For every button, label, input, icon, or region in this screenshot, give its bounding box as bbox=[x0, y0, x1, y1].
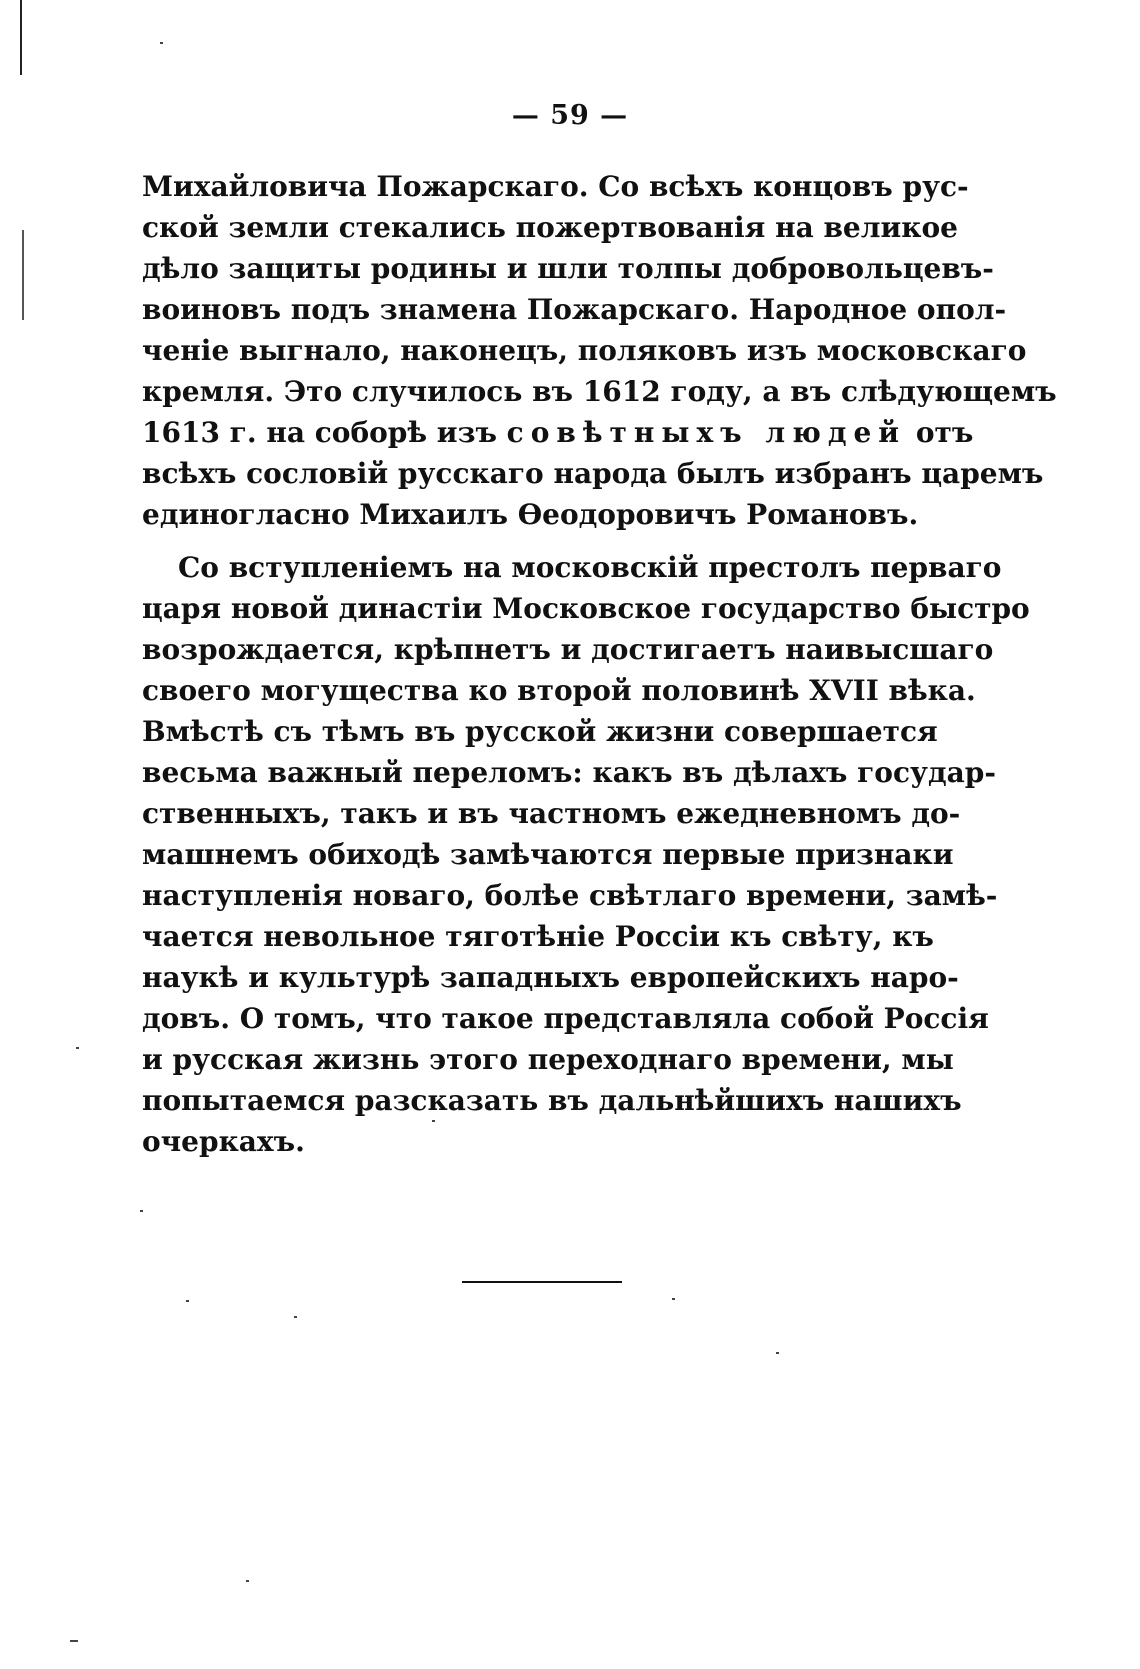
scan-speck bbox=[776, 1352, 779, 1354]
text-fragment: 1613 г. на соборѣ изъ bbox=[142, 416, 507, 449]
scan-speck bbox=[672, 1298, 675, 1300]
text-line: всѣхъ сословій русскаго народа былъ избранъ царемъ bbox=[142, 457, 1044, 490]
text-line: весьма важный переломъ: какъ въ дѣлахъ государ- bbox=[142, 756, 996, 789]
body-text bbox=[142, 166, 1057, 1162]
section-end-rule bbox=[462, 1281, 622, 1283]
paragraph-1 bbox=[142, 166, 1057, 535]
scan-speck bbox=[140, 1210, 143, 1212]
text-line: и русская жизнь этого переходнаго времени, мы bbox=[142, 1043, 954, 1076]
text-line: очеркахъ. bbox=[142, 1125, 305, 1158]
text-line: наукѣ и культурѣ западныхъ европейскихъ наро- bbox=[142, 961, 959, 994]
scan-speck bbox=[70, 1640, 78, 1642]
text-line: Вмѣстѣ съ тѣмъ въ русской жизни совершается bbox=[142, 715, 938, 748]
scan-speck bbox=[186, 1300, 189, 1302]
text-line: ченіе выгнало, наконецъ, поляковъ изъ московскаго bbox=[142, 334, 1027, 367]
scan-speck bbox=[160, 42, 163, 44]
scan-speck bbox=[432, 1120, 435, 1122]
text-line: кремля. Это случилось въ 1612 году, а въ слѣдующемъ bbox=[142, 375, 1057, 408]
text-line: наступленія новаго, болѣе свѣтлаго времени, замѣ- bbox=[142, 879, 998, 912]
text-line: Михайловича Пожарскаго. Со всѣхъ концовъ рус- bbox=[142, 170, 969, 203]
paragraph-2 bbox=[142, 547, 1030, 1162]
paragraph-gap bbox=[142, 535, 930, 547]
spaced-emphasis: совѣтныхъ людей bbox=[506, 416, 907, 449]
text-line: ской земли стекались пожертвованія на великое bbox=[142, 211, 958, 244]
text-line: царя новой династіи Московское государство быстро bbox=[142, 592, 1030, 625]
scan-speck bbox=[294, 1316, 297, 1318]
text-fragment: отъ bbox=[906, 416, 974, 449]
text-line: единогласно Михаилъ Ѳеодоровичъ Романовъ. bbox=[142, 498, 919, 531]
text-line bbox=[142, 412, 974, 453]
text-line: воиновъ подъ знамена Пожарскаго. Народное опол- bbox=[142, 293, 1007, 326]
scan-edge-mark bbox=[22, 230, 24, 320]
text-line: Со вступленіемъ на московскій престолъ перваго bbox=[178, 551, 1002, 584]
text-line: попытаемся разсказать въ дальнѣйшихъ нашихъ bbox=[142, 1084, 962, 1117]
text-line: чается невольное тяготѣніе Россіи къ свѣту, къ bbox=[142, 920, 934, 953]
scan-speck bbox=[76, 1047, 79, 1049]
text-line: ственныхъ, такъ и въ частномъ ежедневномъ до- bbox=[142, 797, 961, 830]
text-line: своего могущества ко второй половинѣ XVII вѣка. bbox=[142, 674, 976, 707]
text-line: довъ. О томъ, что такое представляла собой Россія bbox=[142, 1002, 989, 1035]
text-line: машнемъ обиходѣ замѣчаются первые признаки bbox=[142, 838, 954, 871]
page-number: — 59 — bbox=[511, 100, 629, 131]
scan-speck bbox=[246, 1580, 249, 1582]
text-line: возрождается, крѣпнетъ и достигаетъ наивысшаго bbox=[142, 633, 994, 666]
scan-edge-mark bbox=[20, 0, 22, 75]
text-line: дѣло защиты родины и шли толпы добровольцевъ- bbox=[142, 252, 994, 285]
